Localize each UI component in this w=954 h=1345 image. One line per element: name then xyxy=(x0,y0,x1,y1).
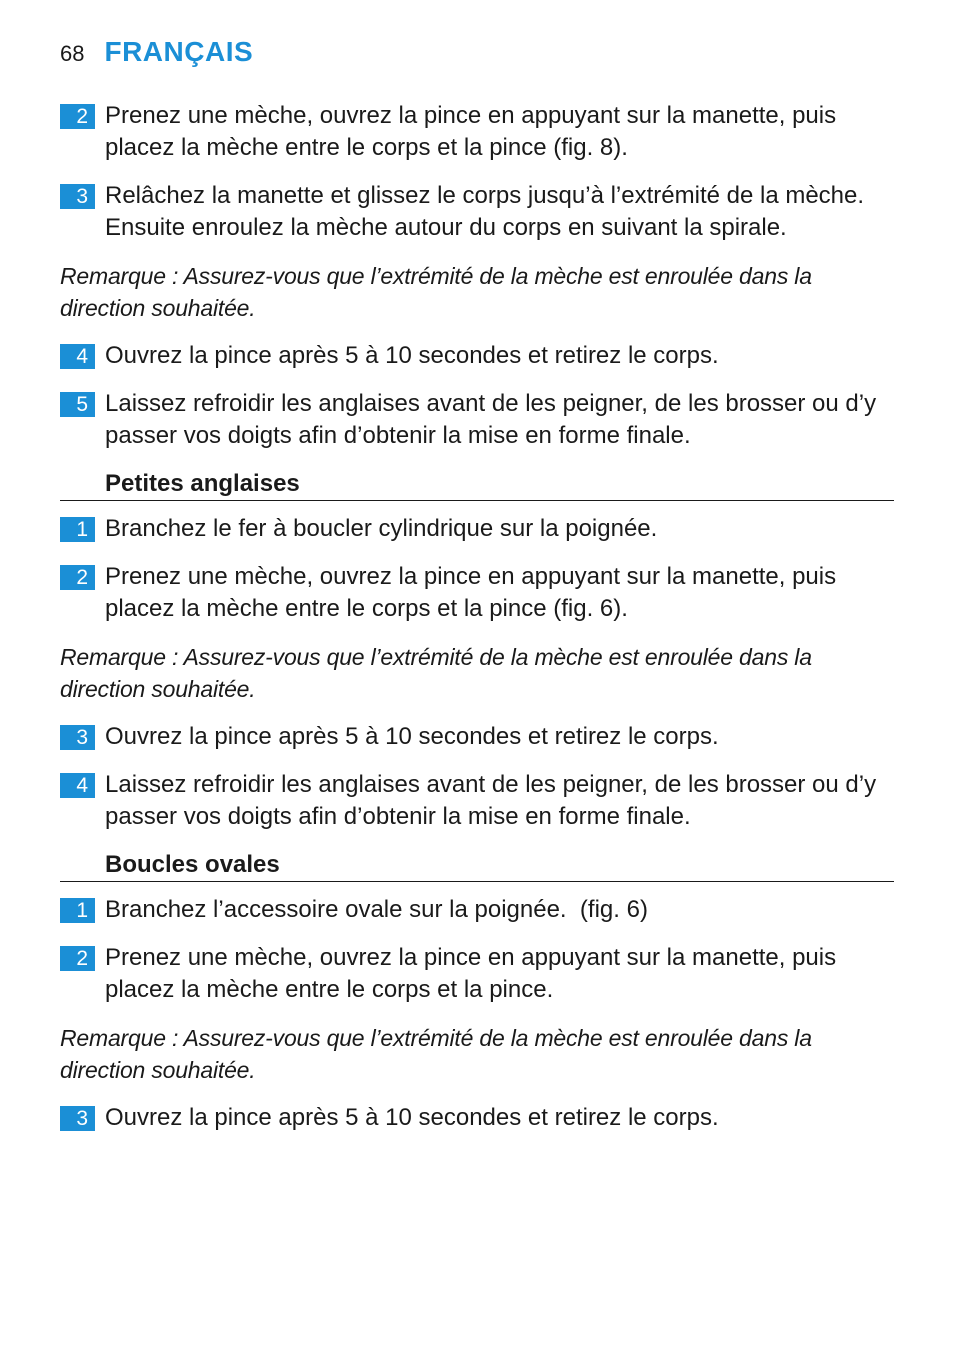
step-number-badge: 4 xyxy=(60,773,95,798)
step-item xyxy=(60,340,894,372)
step-text: Branchez le fer à boucler cylindrique sur la poignée. xyxy=(105,515,658,542)
step-item xyxy=(60,894,894,926)
step-text: Laissez refroidir les anglaises avant de les peigner, de les brosser ou d’y passer vos doigts afin d’obtenir la mise en forme finale. xyxy=(105,771,877,830)
step-number-badge: 1 xyxy=(60,517,95,542)
note-text: Remarque : Assurez-vous que l’extrémité de la mèche est enroulée dans la direction souhaitée. xyxy=(60,263,812,321)
page-title: FRANÇAIS xyxy=(104,36,254,67)
step-text: Ouvrez la pince après 5 à 10 secondes et retirez le corps. xyxy=(105,1104,719,1131)
step-number-badge: 3 xyxy=(60,725,95,750)
step-number-badge: 3 xyxy=(60,1106,95,1131)
step-text: Laissez refroidir les anglaises avant de les peigner, de les brosser ou d’y passer vos doigts afin d’obtenir la mise en forme finale. xyxy=(105,390,877,449)
step-item xyxy=(60,769,894,833)
step-item xyxy=(60,100,894,164)
step-text: Prenez une mèche, ouvrez la pince en appuyant sur la manette, puis placez la mèche entre le corps et la pince. xyxy=(105,944,837,1003)
step-number-badge: 2 xyxy=(60,946,95,971)
step-number-badge: 3 xyxy=(60,184,95,209)
step-number-badge: 1 xyxy=(60,898,95,923)
instructions-content xyxy=(60,100,894,1150)
step-item xyxy=(60,180,894,244)
step-text: Ouvrez la pince après 5 à 10 secondes et retirez le corps. xyxy=(105,723,719,750)
step-number-badge: 4 xyxy=(60,344,95,369)
step-item xyxy=(60,513,894,545)
step-item xyxy=(60,1102,894,1134)
page-number: 68 xyxy=(60,41,85,66)
step-number-badge: 2 xyxy=(60,565,95,590)
section-heading: Petites anglaises xyxy=(60,468,894,501)
step-number-badge: 5 xyxy=(60,392,95,417)
note-text: Remarque : Assurez-vous que l’extrémité de la mèche est enroulée dans la direction souhaitée. xyxy=(60,1025,812,1083)
section-heading: Boucles ovales xyxy=(60,849,894,882)
step-text: Ouvrez la pince après 5 à 10 secondes et retirez le corps. xyxy=(105,342,719,369)
page-header xyxy=(60,36,253,72)
note-text: Remarque : Assurez-vous que l’extrémité de la mèche est enroulée dans la direction souhaitée. xyxy=(60,644,812,702)
step-item xyxy=(60,942,894,1006)
step-number-badge: 2 xyxy=(60,104,95,129)
step-item xyxy=(60,388,894,452)
step-text: Prenez une mèche, ouvrez la pince en appuyant sur la manette, puis placez la mèche entre le corps et la pince (fig. 8). xyxy=(105,102,837,161)
step-item xyxy=(60,561,894,625)
step-text: Prenez une mèche, ouvrez la pince en appuyant sur la manette, puis placez la mèche entre le corps et la pince (fig. 6). xyxy=(105,563,837,622)
step-item xyxy=(60,721,894,753)
step-text: Branchez l’accessoire ovale sur la poignée. (fig. 6) xyxy=(105,896,648,923)
step-text: Relâchez la manette et glissez le corps jusqu’à l’extrémité de la mèche. Ensuite enroulez la mèche autour du corps en suivant la spirale. xyxy=(105,182,865,241)
